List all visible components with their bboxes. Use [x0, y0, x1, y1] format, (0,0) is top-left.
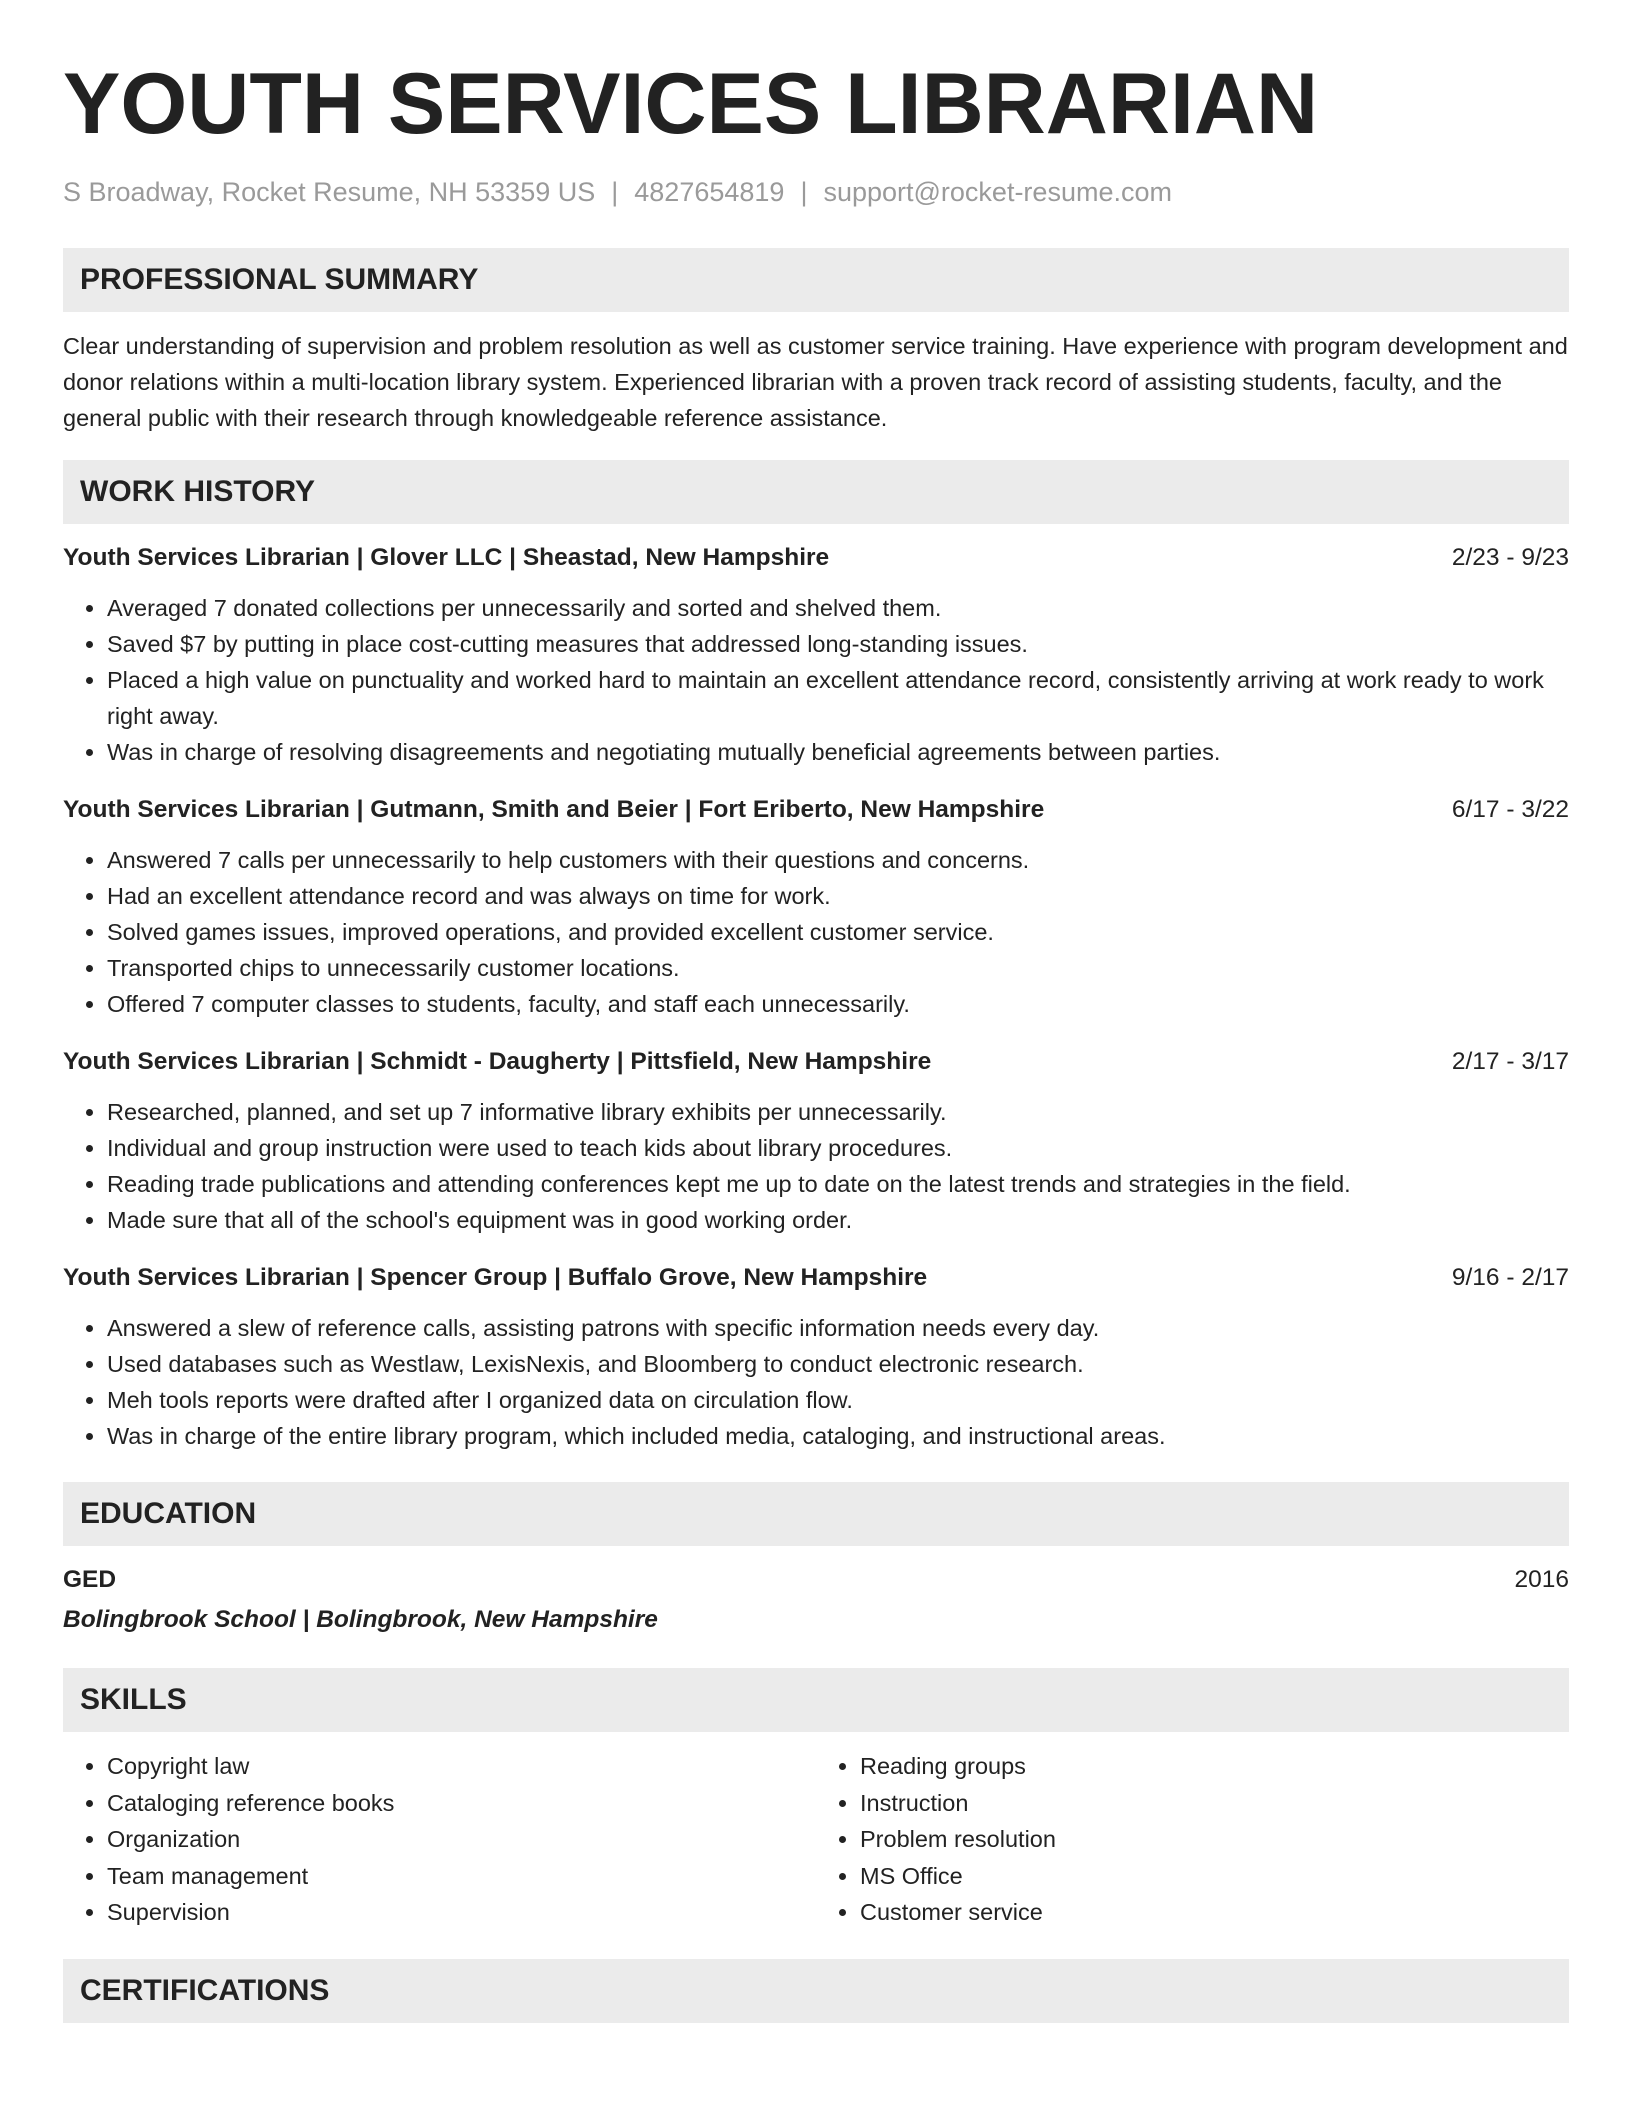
education-school: Bolingbrook School | Bolingbrook, New Hampshire [63, 1606, 658, 1633]
skill-item: • Reading groups [860, 1748, 1569, 1785]
skills-column-right [816, 1748, 1569, 1931]
job-header [63, 1260, 1569, 1296]
job-bullets [63, 1310, 1569, 1454]
section-header-skills: SKILLS [63, 1668, 1569, 1732]
contact-separator: | [800, 177, 808, 207]
section-header-education: EDUCATION [63, 1482, 1569, 1546]
job-bullet: • Made sure that all of the school's equipment was in good working order. [107, 1202, 1569, 1238]
section-header-certifications: CERTIFICATIONS [63, 1959, 1569, 2023]
job-header [63, 1044, 1569, 1080]
contact-email: support@rocket-resume.com [823, 177, 1172, 207]
job-bullet: • Researched, planned, and set up 7 informative library exhibits per unnecessarily. [107, 1094, 1569, 1130]
contact-separator: | [611, 177, 619, 207]
job-title: Youth Services Librarian | Schmidt - Daugherty | Pittsfield, New Hampshire [63, 1048, 932, 1075]
candidate-name: YOUTH SERVICES LIBRARIAN [63, 56, 1319, 152]
skill-item: • Instruction [860, 1785, 1569, 1822]
job-header [63, 540, 1569, 576]
education-year: 2016 [1514, 1566, 1569, 1593]
section-header-summary: PROFESSIONAL SUMMARY [63, 248, 1569, 312]
education-degree: GED [63, 1566, 117, 1593]
contact-address: S Broadway, Rocket Resume, NH 53359 US [63, 177, 596, 207]
education-row [63, 1562, 1569, 1598]
skill-item: • Cataloging reference books [107, 1785, 816, 1822]
job-bullet: • Had an excellent attendance record and was always on time for work. [107, 878, 1569, 914]
job-bullet: • Used databases such as Westlaw, LexisNexis, and Bloomberg to conduct electronic research. [107, 1346, 1569, 1382]
job-entry [63, 1044, 1569, 1238]
job-header [63, 792, 1569, 828]
job-bullet: • Answered a slew of reference calls, assisting patrons with specific information needs every day. [107, 1310, 1569, 1346]
job-title: Youth Services Librarian | Gutmann, Smith and Beier | Fort Eriberto, New Hampshire [63, 796, 1045, 823]
job-bullet: • Saved $7 by putting in place cost-cutting measures that addressed long-standing issues. [107, 626, 1569, 662]
job-bullet: • Answered 7 calls per unnecessarily to help customers with their questions and concerns. [107, 842, 1569, 878]
work-history-list [63, 540, 1569, 1454]
job-bullet: • Placed a high value on punctuality and worked hard to maintain an excellent attendance record, consistently arriving at work ready to work right away. [107, 662, 1569, 734]
skill-item: • Problem resolution [860, 1821, 1569, 1858]
job-bullet: • Individual and group instruction were used to teach kids about library procedures. [107, 1130, 1569, 1166]
job-bullet: • Was in charge of resolving disagreements and negotiating mutually beneficial agreements between parties. [107, 734, 1569, 770]
job-dates: 2/23 - 9/23 [1451, 544, 1569, 571]
job-dates: 6/17 - 3/22 [1451, 796, 1569, 823]
job-dates: 2/17 - 3/17 [1451, 1048, 1569, 1075]
skill-item: • Copyright law [107, 1748, 816, 1785]
job-title: Youth Services Librarian | Glover LLC | Sheastad, New Hampshire [63, 544, 830, 571]
summary-text: Clear understanding of supervision and problem resolution as well as customer service training. Have experience with program development and donor relations within a multi-location library system. Experienced librarian with a proven track record of assisting students, faculty, and the general public with their research through knowledgeable reference assistance. [63, 333, 1568, 431]
job-bullets [63, 590, 1569, 770]
job-entry [63, 792, 1569, 1022]
job-bullet: • Offered 7 computer classes to students, faculty, and staff each unnecessarily. [107, 986, 1569, 1022]
skill-item: • Team management [107, 1858, 816, 1895]
job-bullet: • Was in charge of the entire library program, which included media, cataloging, and instructional areas. [107, 1418, 1569, 1454]
section-header-work-history: WORK HISTORY [63, 460, 1569, 524]
job-dates: 9/16 - 2/17 [1451, 1264, 1569, 1291]
job-bullet: • Averaged 7 donated collections per unnecessarily and sorted and shelved them. [107, 590, 1569, 626]
job-bullet: • Transported chips to unnecessarily customer locations. [107, 950, 1569, 986]
skill-item: • Organization [107, 1821, 816, 1858]
contact-line [63, 174, 1569, 210]
contact-phone: 4827654819 [634, 177, 785, 207]
skill-item: • Supervision [107, 1894, 816, 1931]
job-bullets [63, 1094, 1569, 1238]
skills-column-left [63, 1748, 816, 1931]
job-entry [63, 1260, 1569, 1454]
job-bullet: • Meh tools reports were drafted after I organized data on circulation flow. [107, 1382, 1569, 1418]
skills-grid [63, 1748, 1569, 1931]
job-bullets [63, 842, 1569, 1022]
job-bullet: • Solved games issues, improved operations, and provided excellent customer service. [107, 914, 1569, 950]
skill-item: • Customer service [860, 1894, 1569, 1931]
job-bullet: • Reading trade publications and attending conferences kept me up to date on the latest trends and strategies in the field. [107, 1166, 1569, 1202]
job-entry [63, 540, 1569, 770]
job-title: Youth Services Librarian | Spencer Group | Buffalo Grove, New Hampshire [63, 1264, 928, 1291]
skill-item: • MS Office [860, 1858, 1569, 1895]
